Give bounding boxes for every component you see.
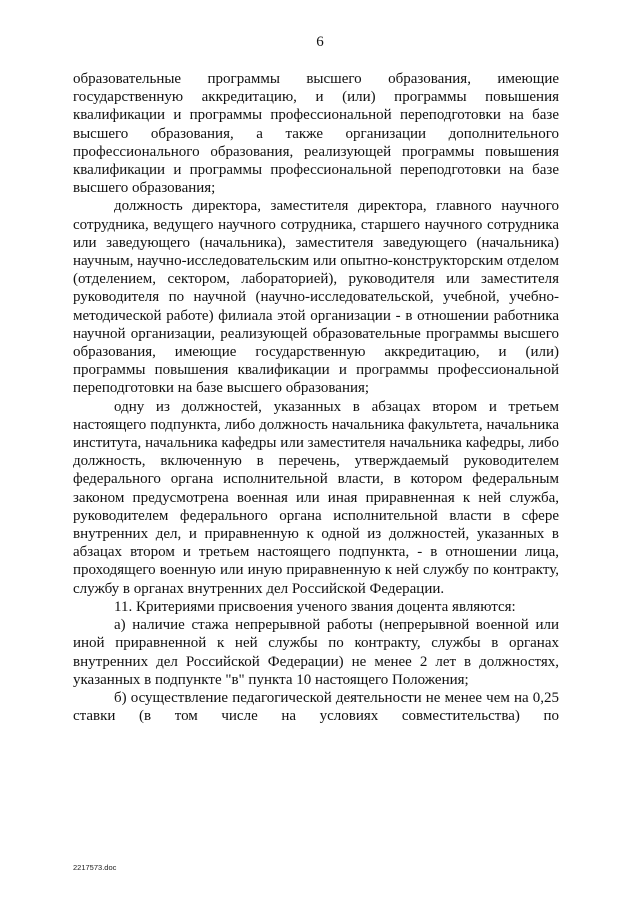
file-footer: 2217573.doc <box>73 863 117 872</box>
paragraph: б) осуществление педагогической деятельности не менее чем на 0,25 ставки (в том числе на условиях совместительства) по <box>73 689 559 725</box>
paragraph: должность директора, заместителя директора, главного научного сотрудника, ведущего научного сотрудника, старшего научного сотрудника или заведующего (начальника), заместителя заведующего (начальника) научным, научно-исследовательским или опытно-конструкторским отделом (отделением, сектором, лабораторией), руководителя или заместителя руководителя по научной (научно-исследовательской, учебной, учебно-методической работе) филиала этой организации - в отношении работника научной организации, реализующей образовательные программы высшего образования, имеющие государственную аккредитацию, и (или) программы повышения квалификации и программы профессиональной переподготовки на базе высшего образования; <box>73 198 559 397</box>
document-body <box>73 70 559 725</box>
paragraph: а) наличие стажа непрерывной работы (непрерывной военной или иной приравненной к ней службы по контракту, службы в органах внутренних дел Российской Федерации) не менее 2 лет в должностях, указанных в подпункте "в" пункта 10 настоящего Положения; <box>73 617 559 688</box>
page-number: 6 <box>316 34 324 50</box>
paragraph: одну из должностей, указанных в абзацах втором и третьем настоящего подпункта, либо должность начальника факультета, начальника института, начальника кафедры или заместителя начальника кафедры, либо должность, включенную в перечень, утверждаемый руководителем федерального органа исполнительной власти, в котором федеральным законом предусмотрена военная или иная приравненная к ней служба, руководителем федерального органа исполнительной власти в сфере внутренних дел, и приравненную к одной из должностей, указанных в абзацах втором и третьем настоящего подпункта, - в отношении лица, проходящего военную или иную приравненную к ней службу по контракту, службу в органах внутренних дел Российской Федерации. <box>73 398 559 597</box>
paragraph: образовательные программы высшего образования, имеющие государственную аккредитацию, и (или) программы повышения квалификации и программы профессиональной переподготовки на базе высшего образования, а также организации дополнительного профессионального образования, реализующей программы повышения квалификации и программы профессиональной переподготовки на базе высшего образования; <box>73 71 559 197</box>
section-heading-11: 11. Критериями присвоения ученого звания доцента являются: <box>114 598 516 615</box>
